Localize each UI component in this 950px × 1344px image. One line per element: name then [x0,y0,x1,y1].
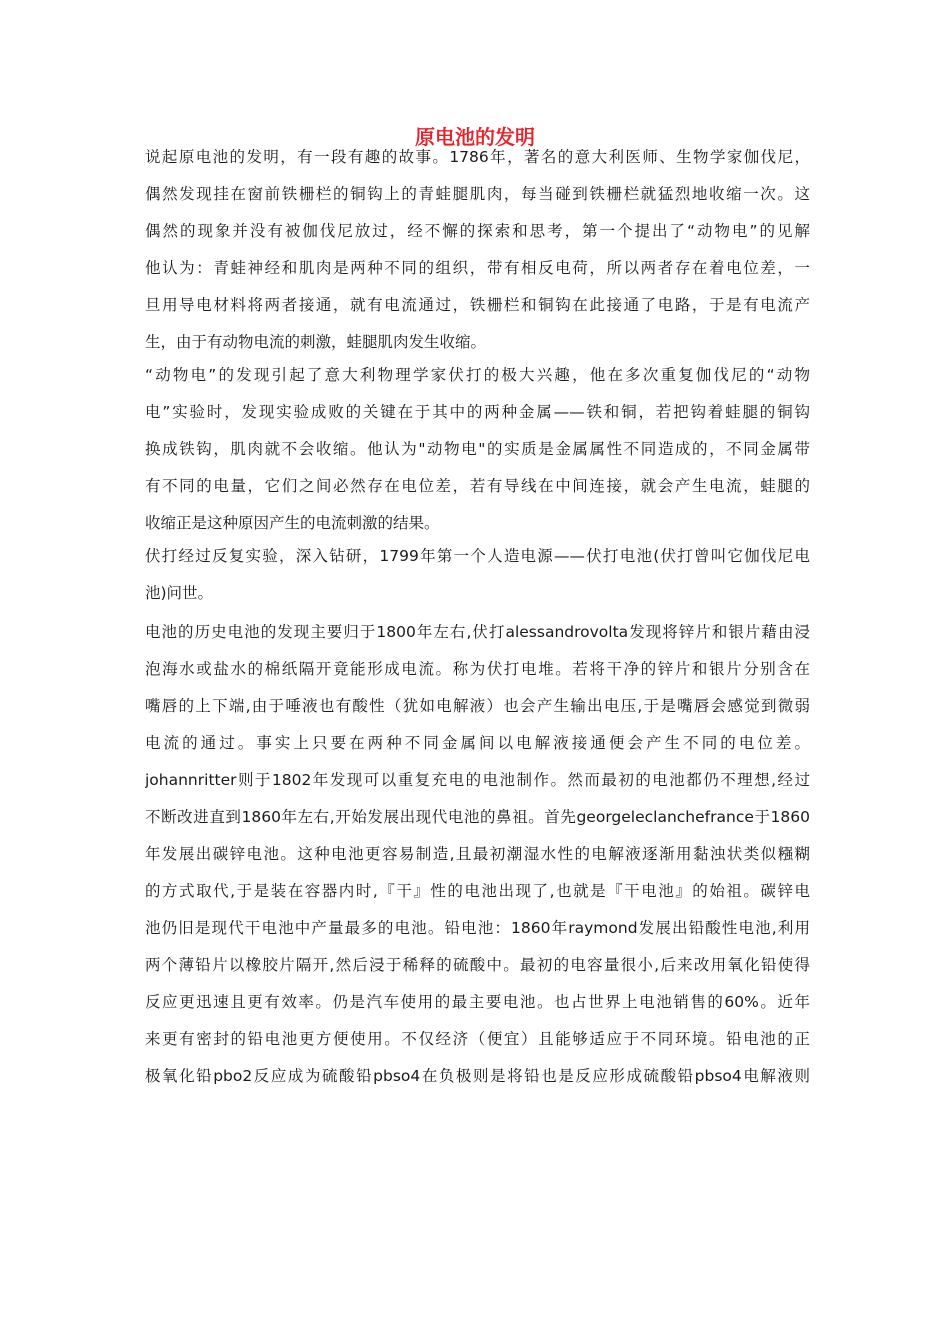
text-line: 说起原电池的发明，有一段有趣的故事。1786年，著名的意大利医师、生物学家伽伐尼， [145,148,810,166]
text-line: 极氧化铅pbo2反应成为硫酸铅pbso4在负极则是将铅也是反应形成硫酸铅pbso4电解液则 [145,1067,810,1085]
text-line: 偶然发现挂在窗前铁栅栏的铜钩上的青蛙腿肌肉，每当碰到铁栅栏就猛烈地收缩一次。这 [145,185,810,203]
text-line: 来更有密封的铅电池更方便使用。不仅经济（便宜）且能够适应于不同环境。铅电池的正 [145,1030,810,1048]
text-line: 池)问世。 [145,584,214,602]
text-line: 生，由于有动物电流的刺激，蛙腿肌肉发生收缩。 [145,333,487,351]
page-title: 原电池的发明 [415,125,535,149]
text-line: 偶然的现象并没有被伽伐尼放过，经不懈的探索和思考，第一个提出了“动物电”的见解 [145,222,810,240]
text-line: johannritter则于1802年发现可以重复充电的电池制作。然而最初的电池都仍不理想,经过 [145,771,810,789]
text-line: 池仍旧是现代干电池中产量最多的电池。铅电池：1860年raymond发展出铅酸性电池,利用 [145,919,810,937]
text-line: 他认为：青蛙神经和肌肉是两种不同的组织，带有相反电荷，所以两者存在着电位差，一 [145,259,810,277]
text-line: 电池的历史电池的发现主要归于1800年左右,伏打alessandrovolta发现将锌片和银片藉由浸 [145,623,810,641]
text-line: 电流的通过。事实上只要在两种不同金属间以电解液接通便会产生不同的电位差。 [145,734,810,752]
text-line: 反应更迅速且更有效率。仍是汽车使用的最主要电池。也占世界上电池销售的60%。近年 [145,993,810,1011]
text-line: 年发展出碳锌电池。这种电池更容易制造,且最初潮湿水性的电解液逐渐用黏浊状类似糨糊 [145,845,810,863]
text-line: 的方式取代,于是装在容器内时,『干』性的电池出现了,也就是『干电池』的始祖。碳锌电 [145,882,810,900]
text-line: 泡海水或盐水的棉纸隔开竟能形成电流。称为伏打电堆。若将干净的锌片和银片分别含在 [145,660,810,678]
text-line: 收缩正是这种原因产生的电流刺激的结果。 [145,514,440,532]
text-line: 伏打经过反复实验，深入钻研，1799年第一个人造电源——伏打电池(伏打曾叫它伽伐尼电 [145,547,810,565]
body-text [145,147,810,1086]
text-line: 有不同的电量，它们之间必然存在电位差，若有导线在中间连接，就会产生电流，蛙腿的 [145,477,810,495]
text-line: 换成铁钩，肌肉就不会收缩。他认为"动物电"的实质是金属属性不同造成的，不同金属带 [145,440,810,458]
text-line: 两个薄铅片以橡胶片隔开,然后浸于稀释的硫酸中。最初的电容量很小,后来改用氧化铅使得 [145,956,810,974]
text-line: 不断改进直到1860年左右,开始发展出现代电池的鼻祖。首先georgeleclanchefrance于1860 [145,808,810,826]
text-line: 嘴唇的上下端,由于唾液也有酸性（犹如电解液）也会产生输出电压,于是嘴唇会感觉到微弱 [145,697,810,715]
text-line: 电”实验时，发现实验成败的关键在于其中的两种金属——铁和铜，若把钩着蛙腿的铜钩 [145,403,810,421]
text-line: 旦用导电材料将两者接通，就有电流通过，铁栅栏和铜钩在此接通了电路，于是有电流产 [145,296,810,314]
text-line: “动物电”的发现引起了意大利物理学家伏打的极大兴趣，他在多次重复伽伐尼的“动物 [145,366,810,384]
